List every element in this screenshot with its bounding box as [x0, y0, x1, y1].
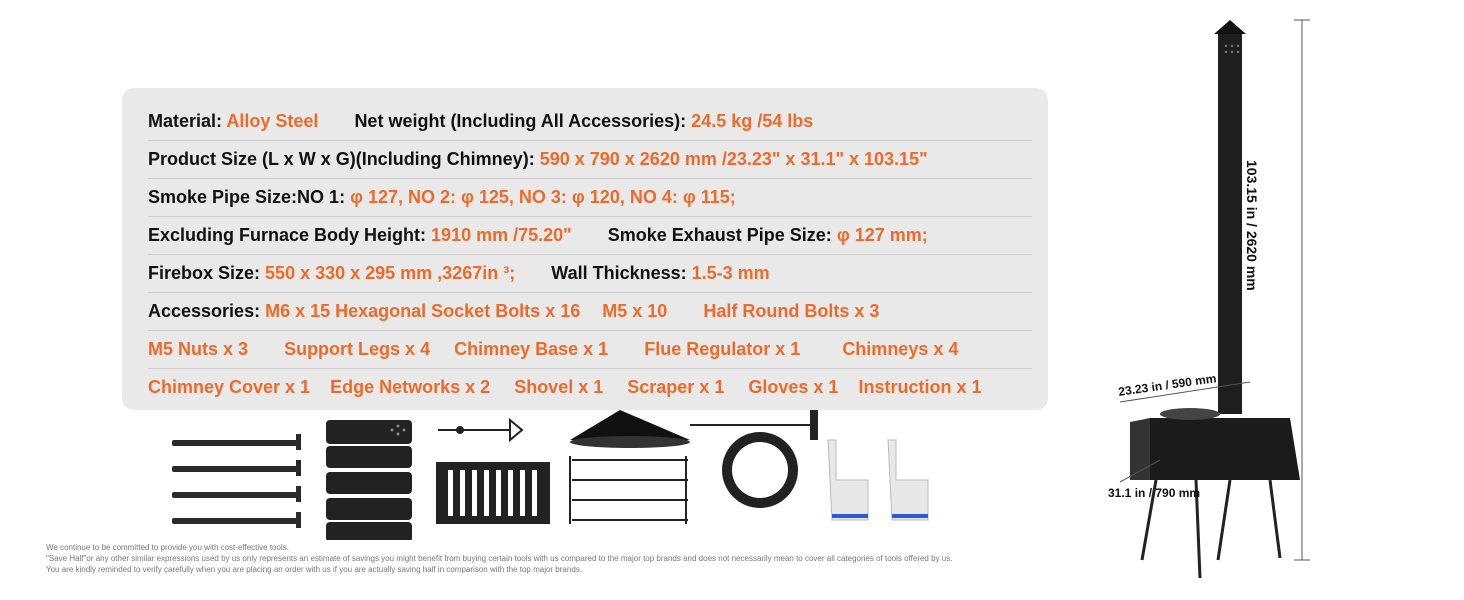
disclaimer [46, 542, 952, 575]
wall-thickness-value: 1.5-3 mm [691, 263, 770, 283]
spec-row-body-height [148, 216, 1048, 254]
disclaimer-line: You are kindly reminded to verify carefully when you are placing an order with us if you are actually saving half in comparison with the top major brands. [46, 565, 582, 574]
body-height-label: Excluding Furnace Body Height: [148, 225, 427, 245]
accessory-item: Edge Networks x 2 [330, 377, 491, 397]
spec-row-material [148, 102, 1048, 140]
firebox-value: 550 x 330 x 295 mm ,3267in ³; [265, 263, 516, 283]
chimney-base-icon [722, 432, 798, 508]
exhaust-pipe-label: Smoke Exhaust Pipe Size: [607, 225, 832, 245]
material-value: Alloy Steel [226, 111, 319, 131]
accessory-item: M5 Nuts x 3 [148, 339, 249, 359]
accessory-item: Support Legs x 4 [284, 339, 431, 359]
accessories-label: Accessories: [148, 301, 261, 321]
spec-row-smoke-pipe [148, 178, 1048, 216]
support-legs-icon [172, 434, 301, 528]
accessory-item: Scraper x 1 [627, 377, 725, 397]
accessories-illustration [160, 410, 960, 540]
disclaimer-line: "Save Half"or any other similar expressions used by us only represents an estimate of savings you might benefit from buying certain tools with us compared to the major top brands and does not necessarily mean to cover all categories of tools offered by us. [46, 554, 953, 563]
spec-row-product-size [148, 140, 1048, 178]
depth-dimension-label: 31.1 in / 790 mm [1108, 486, 1201, 500]
flue-regulator-icon [438, 420, 522, 440]
accessory-item: Chimney Cover x 1 [148, 377, 311, 397]
rack-icon [570, 456, 688, 524]
net-weight-label: Net weight (Including All Accessories): [354, 111, 687, 131]
body-height-value: 1910 mm /75.20" [431, 225, 572, 245]
accessory-item: Chimney Base x 1 [454, 339, 609, 359]
gloves-icon [828, 440, 928, 520]
exhaust-pipe-value: φ 127 mm; [836, 225, 928, 245]
chimney-pipes-icon [326, 420, 412, 540]
accessory-item: Flue Regulator x 1 [644, 339, 801, 359]
accessory-item: Gloves x 1 [748, 377, 839, 397]
width-dimension-label: 23.23 in / 590 mm [1117, 371, 1218, 399]
disclaimer-line: We continue to be committed to provide you with cost-effective tools. [46, 543, 289, 552]
smoke-pipe-value: φ 127, NO 2: φ 125, NO 3: φ 120, NO 4: φ 115; [350, 187, 736, 207]
accessory-item: Shovel x 1 [514, 377, 604, 397]
chimney-cover-icon [570, 410, 690, 448]
stove-illustration [1090, 10, 1350, 590]
smoke-pipe-label: Smoke Pipe Size:NO 1: [148, 187, 346, 207]
accessory-item: Chimneys x 4 [842, 339, 959, 359]
spec-row-firebox [148, 254, 1048, 292]
net-weight-value: 24.5 kg /54 lbs [691, 111, 814, 131]
spec-row-accessories [148, 292, 1048, 330]
stove-drawing [1090, 10, 1350, 590]
spec-row-accessories-2 [148, 330, 1048, 368]
accessory-item: Instruction x 1 [858, 377, 982, 397]
spec-panel [122, 88, 1048, 410]
spec-row-accessories-3 [148, 368, 1048, 406]
material-label: Material: [148, 111, 223, 131]
firebox-label: Firebox Size: [148, 263, 261, 283]
grate-icon [436, 462, 550, 524]
accessory-item: M5 x 10 [602, 301, 668, 321]
height-dimension-label: 103.15 in / 2620 mm [1244, 160, 1260, 291]
product-size-value: 590 x 790 x 2620 mm /23.23" x 31.1" x 103.15" [539, 149, 928, 169]
accessory-item: M6 x 15 Hexagonal Socket Bolts x 16 [265, 301, 581, 321]
accessory-item: Half Round Bolts x 3 [703, 301, 880, 321]
wall-thickness-label: Wall Thickness: [551, 263, 687, 283]
product-size-label: Product Size (L x W x G)(Including Chimney): [148, 149, 535, 169]
